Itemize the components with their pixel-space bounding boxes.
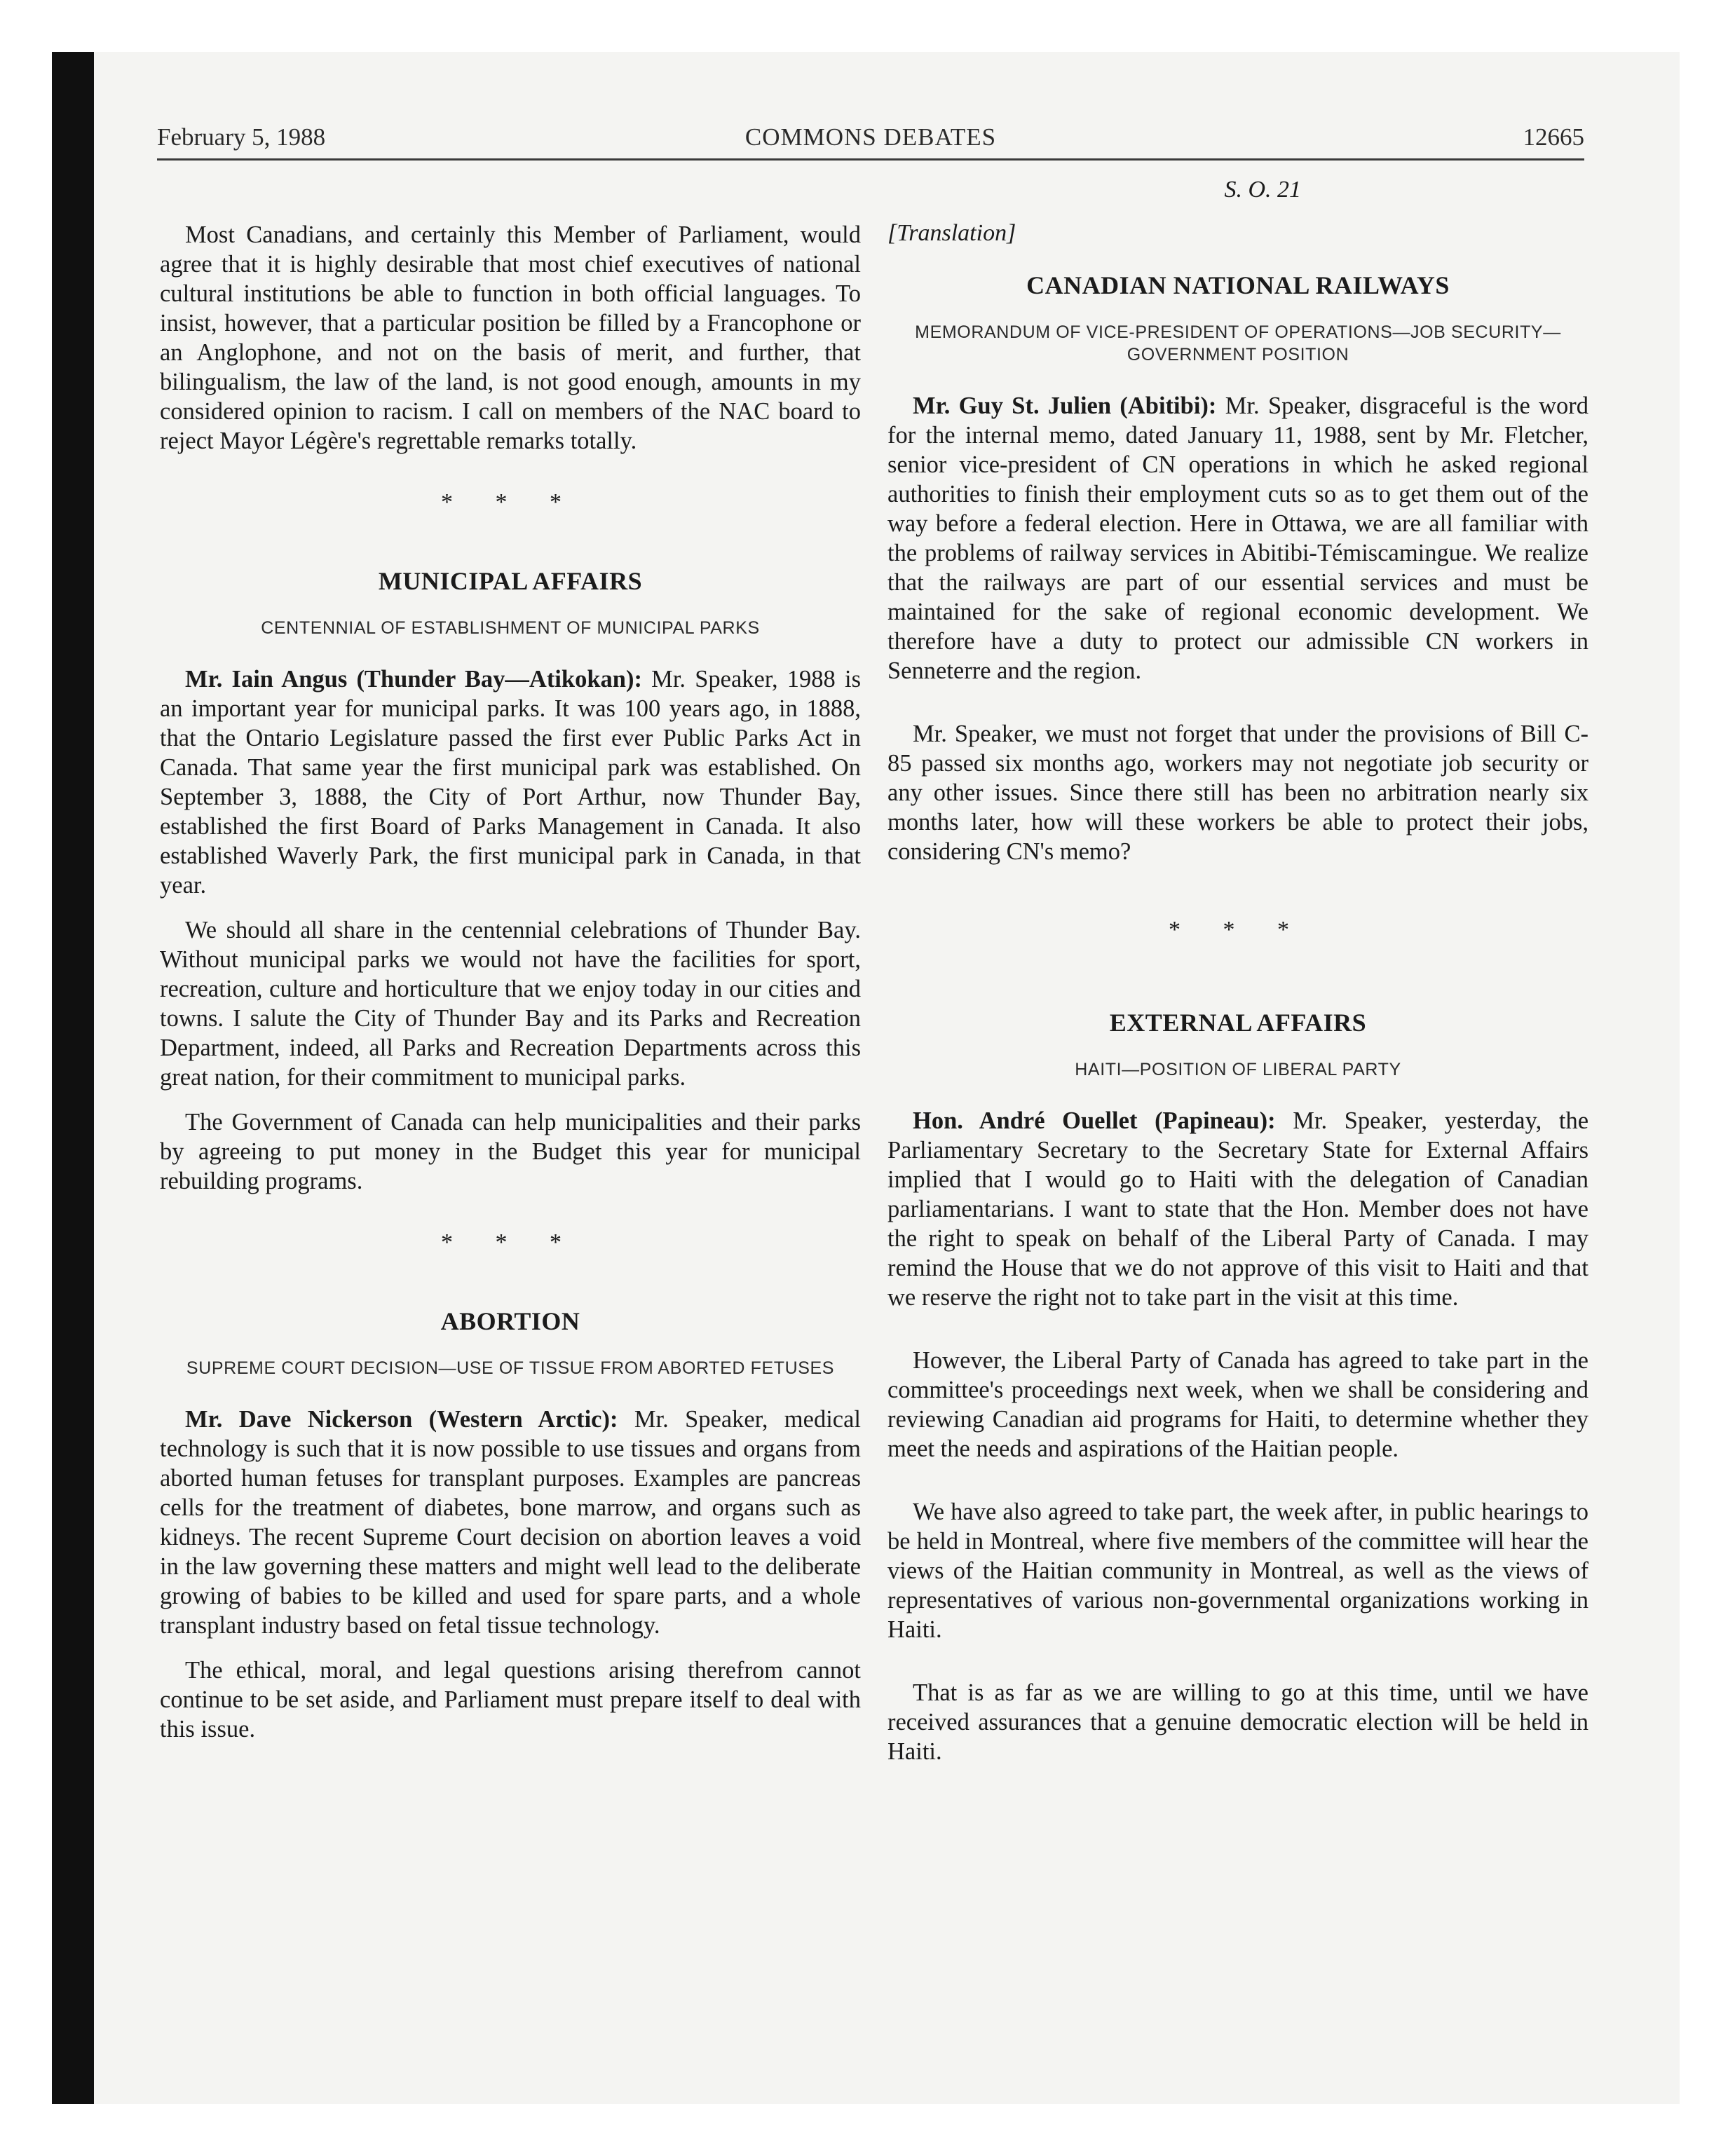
header-title: COMMONS DEBATES <box>744 123 997 151</box>
section-subheading: MEMORANDUM OF VICE-PRESIDENT OF OPERATIONS—JOB SECURITY—GOVERNMENT POSITION <box>915 322 1561 364</box>
speech-text: Mr. Speaker, medical technology is such that it is now possible to use tissues and organs from aborted human fetuses for transplant purposes. Examples are pancreas cells for the treatment of diabetes, bone marrow, and organs such as kidneys. The recent Supreme Court decision on abortion leaves a void in the law governing these matters and might well lead to the deliberate growing of babies to be killed and used for spare parts, and a whole transplant industry based on fetal tissue technology. <box>160 1406 861 1639</box>
section-subheading: SUPREME COURT DECISION—USE OF TISSUE FROM ABORTED FETUSES <box>186 1358 835 1378</box>
intro-paragraph: Most Canadians, and certainly this Member of Parliament, would agree that it is highly desirable that most chief executives of national cultural institutions be able to function in both official languages. To insist, however, that a particular position be filled by a Francophone or an Anglophone, and not on the basis of merit, and further, that bilingualism, the law of the land, is not good enough, amounts in my considered opinion to racism. I call on members of the NAC board to reject Mayor Légère's regrettable remarks totally. <box>160 221 861 454</box>
speech-paragraph: The ethical, moral, and legal questions arising therefrom cannot continue to be set aside, and Parliament must prepare itself to deal with this issue. <box>160 1657 861 1742</box>
speech-paragraph <box>160 664 861 900</box>
speaker-name: Mr. Guy St. Julien (Abitibi): <box>913 393 1217 419</box>
speaker-name: Mr. Iain Angus (Thunder Bay—Atikokan): <box>185 666 642 692</box>
speech-paragraph <box>887 391 1588 685</box>
speech-paragraph <box>887 1106 1588 1312</box>
speech-text: Mr. Speaker, yesterday, the Parliamentary Secretary to the Secretary State for External Affairs implied that I would go to Haiti with the delegation of Canadian parliamentarians. I want to state that the Hon. Member does not have the right to speak on behalf of the Liberal Party of Canada. I may remind the House that we do not approve of this visit to Haiti and that we reserve the right not to take part in the visit at this time. <box>887 1107 1589 1311</box>
speaker-name: Hon. André Ouellet (Papineau): <box>913 1107 1276 1134</box>
section-heading-municipal-affairs: MUNICIPAL AFFAIRS <box>378 567 643 595</box>
speech-paragraph: Mr. Speaker, we must not forget that under the provisions of Bill C-85 passed six months ago, workers may not negotiate job security or any other issues. Since there still has been no arbitration nearly six months later, how will these workers be able to protect their jobs, considering CN's memo? <box>887 721 1588 865</box>
speech-paragraph: However, the Liberal Party of Canada has agreed to take part in the committee's proceedings next week, when we shall be considering and reviewing Canadian aid programs for Haiti, to determine whether they meet the needs and aspirations of the Haitian people. <box>887 1347 1588 1462</box>
speech-paragraph: We have also agreed to take part, the week after, in public hearings to be held in Montreal, where five members of the committee will hear the views of the Haitian community in Montreal, as well as the views of representatives of various non-governmental organizations working in Haiti. <box>887 1499 1588 1643</box>
section-separator: * * * <box>441 1229 580 1255</box>
left-column <box>160 175 861 1759</box>
speech-paragraph: We should all share in the centennial celebrations of Thunder Bay. Without municipal parks we would not have the facilities for sport, recreation, culture and horticulture that we enjoy today in our cities and towns. I salute the City of Thunder Bay and its Parks and Recreation Department, indeed, all Parks and Recreation Departments across this great nation, for their commitment to municipal parks. <box>160 917 861 1091</box>
section-heading-external-affairs: EXTERNAL AFFAIRS <box>1109 1009 1367 1037</box>
section-separator: * * * <box>441 489 580 515</box>
section-heading-abortion: ABORTION <box>440 1307 580 1335</box>
standing-order-label: S. O. 21 <box>1224 177 1301 203</box>
header-page-number: 12665 <box>1523 123 1584 151</box>
translation-marker: [Translation] <box>887 220 1016 246</box>
section-separator: * * * <box>1169 917 1307 943</box>
header-rule <box>157 158 1584 161</box>
speech-text: Mr. Speaker, 1988 is an important year for municipal parks. It was 100 years ago, in 1888, that the Ontario Legislature passed the first ever Public Parks Act in Canada. That same year the first municipal park was established. On September 3, 1888, the City of Port Arthur, now Thunder Bay, established the first Board of Parks Management in Canada. It also established Waverly Park, the first municipal park in Canada, in that year. <box>160 666 861 899</box>
section-heading-canadian-national-railways: CANADIAN NATIONAL RAILWAYS <box>1026 271 1450 299</box>
right-column <box>887 175 1588 1782</box>
header-date: February 5, 1988 <box>157 123 326 151</box>
section-subheading: HAITI—POSITION OF LIBERAL PARTY <box>1075 1060 1401 1079</box>
speech-paragraph <box>160 1405 861 1640</box>
speech-paragraph: The Government of Canada can help municipalities and their parks by agreeing to put money in the Budget this year for municipal rebuilding programs. <box>160 1109 861 1194</box>
section-subheading: CENTENNIAL OF ESTABLISHMENT OF MUNICIPAL PARKS <box>261 618 760 638</box>
page-header <box>157 123 1584 163</box>
binding-edge <box>52 52 94 2104</box>
speech-text: Mr. Speaker, disgraceful is the word for the internal memo, dated January 11, 1988, sent by Mr. Fletcher, senior vice-president of CN operations in which he asked regional authorities to finish their employment cuts so as to get them out of the way before a federal election. Here in Ottawa, we are all familiar with the problems of railway services in Abitibi-Témiscamingue. We realize that the railways are part of our essential services and must be maintained for the sake of regional economic development. We therefore have a duty to protect our admissible CN workers in Senneterre and the region. <box>887 393 1589 684</box>
speaker-name: Mr. Dave Nickerson (Western Arctic): <box>185 1406 618 1433</box>
speech-paragraph: That is as far as we are willing to go at this time, until we have received assurances that a genuine democratic election will be held in Haiti. <box>887 1679 1588 1765</box>
